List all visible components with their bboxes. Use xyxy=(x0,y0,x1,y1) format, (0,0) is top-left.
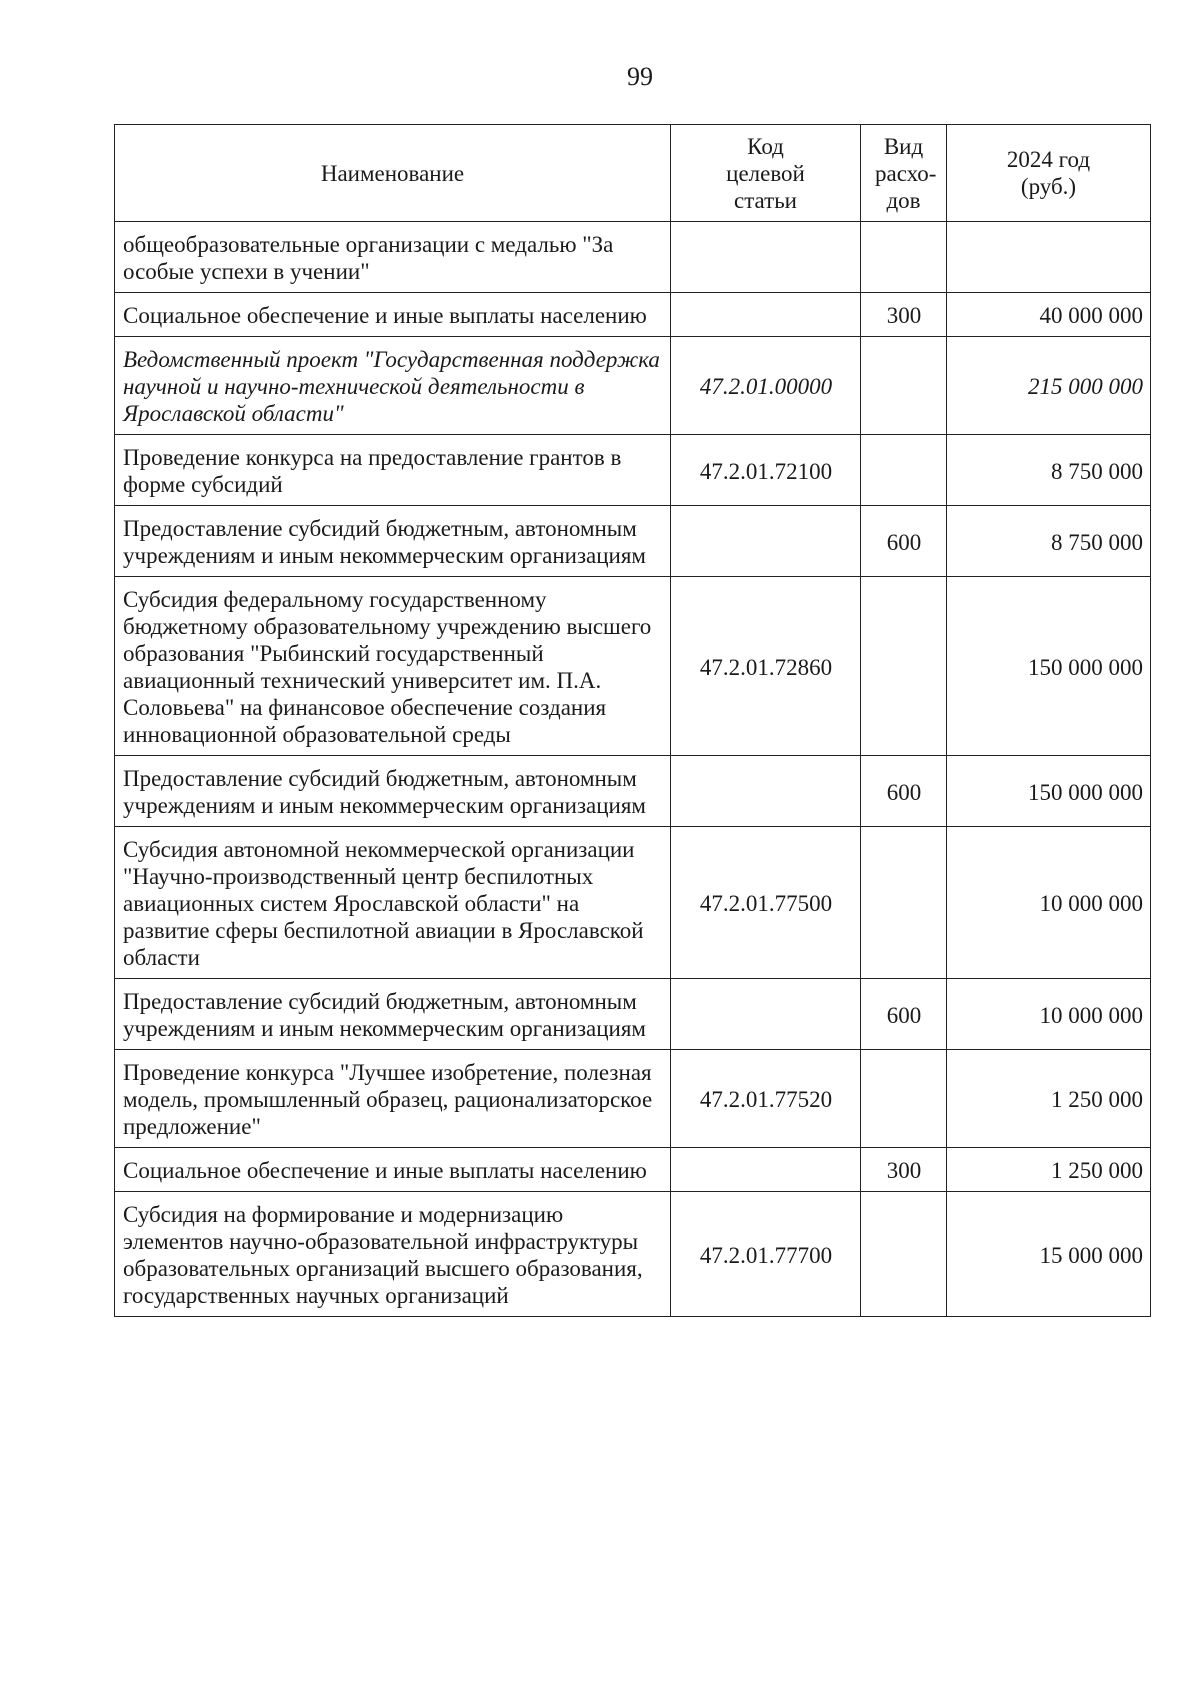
header-type: Вид расхо-дов xyxy=(861,125,947,222)
row-amount: 150 000 000 xyxy=(947,756,1151,827)
header-name: Наименование xyxy=(115,125,671,222)
row-name: Предоставление субсидий бюджетным, автономным учреждениям и иным некоммерческим организациям xyxy=(115,979,671,1050)
row-name: Предоставление субсидий бюджетным, автономным учреждениям и иным некоммерческим организациям xyxy=(115,506,671,577)
row-type xyxy=(861,222,947,293)
table-row xyxy=(115,222,1151,293)
row-code xyxy=(671,979,861,1050)
table-row-project xyxy=(115,337,1151,435)
row-type: 600 xyxy=(861,979,947,1050)
row-type: 300 xyxy=(861,293,947,337)
row-code: 47.2.01.77520 xyxy=(671,1050,861,1148)
row-name: Ведомственный проект "Государственная поддержка научной и научно-технической деятельности в Ярославской области" xyxy=(115,337,671,435)
row-type xyxy=(861,577,947,756)
header-code: Код целевой статьи xyxy=(671,125,861,222)
row-name: Социальное обеспечение и иные выплаты населению xyxy=(115,1148,671,1192)
row-type: 300 xyxy=(861,1148,947,1192)
page-number: 99 xyxy=(627,62,653,91)
table-row xyxy=(115,1050,1151,1148)
row-code: 47.2.01.77500 xyxy=(671,827,861,979)
row-code: 47.2.01.77700 xyxy=(671,1192,861,1317)
row-amount: 1 250 000 xyxy=(947,1148,1151,1192)
row-amount: 15 000 000 xyxy=(947,1192,1151,1317)
row-code xyxy=(671,293,861,337)
header-amount: 2024 год (руб.) xyxy=(947,125,1151,222)
row-name: Предоставление субсидий бюджетным, автономным учреждениям и иным некоммерческим организациям xyxy=(115,756,671,827)
row-amount: 8 750 000 xyxy=(947,506,1151,577)
row-code: 47.2.01.72860 xyxy=(671,577,861,756)
row-code xyxy=(671,756,861,827)
table-row xyxy=(115,293,1151,337)
table-row xyxy=(115,1148,1151,1192)
row-type xyxy=(861,435,947,506)
row-name: Субсидия федеральному государственному бюджетному образовательному учреждению высшего образования "Рыбинский государственный авиационный технический университет им. П.А. Соловьева" на финансовое обеспечение создания инновационной образовательной среды xyxy=(115,577,671,756)
row-code xyxy=(671,1148,861,1192)
row-amount: 40 000 000 xyxy=(947,293,1151,337)
budget-table xyxy=(114,124,1151,1317)
row-code: 47.2.01.72100 xyxy=(671,435,861,506)
row-code xyxy=(671,222,861,293)
row-type xyxy=(861,1050,947,1148)
row-name: Субсидия на формирование и модернизацию элементов научно-образовательной инфраструктуры образовательных организаций высшего образования, государственных научных организаций xyxy=(115,1192,671,1317)
row-name: Социальное обеспечение и иные выплаты населению xyxy=(115,293,671,337)
row-amount: 10 000 000 xyxy=(947,827,1151,979)
row-name: общеобразовательные организации с медалью "За особые успехи в учении" xyxy=(115,222,671,293)
row-type: 600 xyxy=(861,506,947,577)
table-header-row xyxy=(115,125,1151,222)
table-row xyxy=(115,979,1151,1050)
row-amount: 215 000 000 xyxy=(947,337,1151,435)
row-type xyxy=(861,1192,947,1317)
row-amount: 1 250 000 xyxy=(947,1050,1151,1148)
row-name: Проведение конкурса на предоставление грантов в форме субсидий xyxy=(115,435,671,506)
table-row xyxy=(115,827,1151,979)
row-amount: 150 000 000 xyxy=(947,577,1151,756)
table-row xyxy=(115,577,1151,756)
row-type: 600 xyxy=(861,756,947,827)
table-row xyxy=(115,1192,1151,1317)
table-row xyxy=(115,756,1151,827)
row-name: Проведение конкурса "Лучшее изобретение, полезная модель, промышленный образец, рационализаторское предложение" xyxy=(115,1050,671,1148)
row-name: Субсидия автономной некоммерческой организации "Научно-производственный центр беспилотных авиационных систем Ярославской области" на развитие сферы беспилотной авиации в Ярославской области xyxy=(115,827,671,979)
row-amount: 8 750 000 xyxy=(947,435,1151,506)
row-amount: 10 000 000 xyxy=(947,979,1151,1050)
row-code: 47.2.01.00000 xyxy=(671,337,861,435)
row-type xyxy=(861,337,947,435)
table-row xyxy=(115,506,1151,577)
row-code xyxy=(671,506,861,577)
table-row xyxy=(115,435,1151,506)
row-amount xyxy=(947,222,1151,293)
row-type xyxy=(861,827,947,979)
